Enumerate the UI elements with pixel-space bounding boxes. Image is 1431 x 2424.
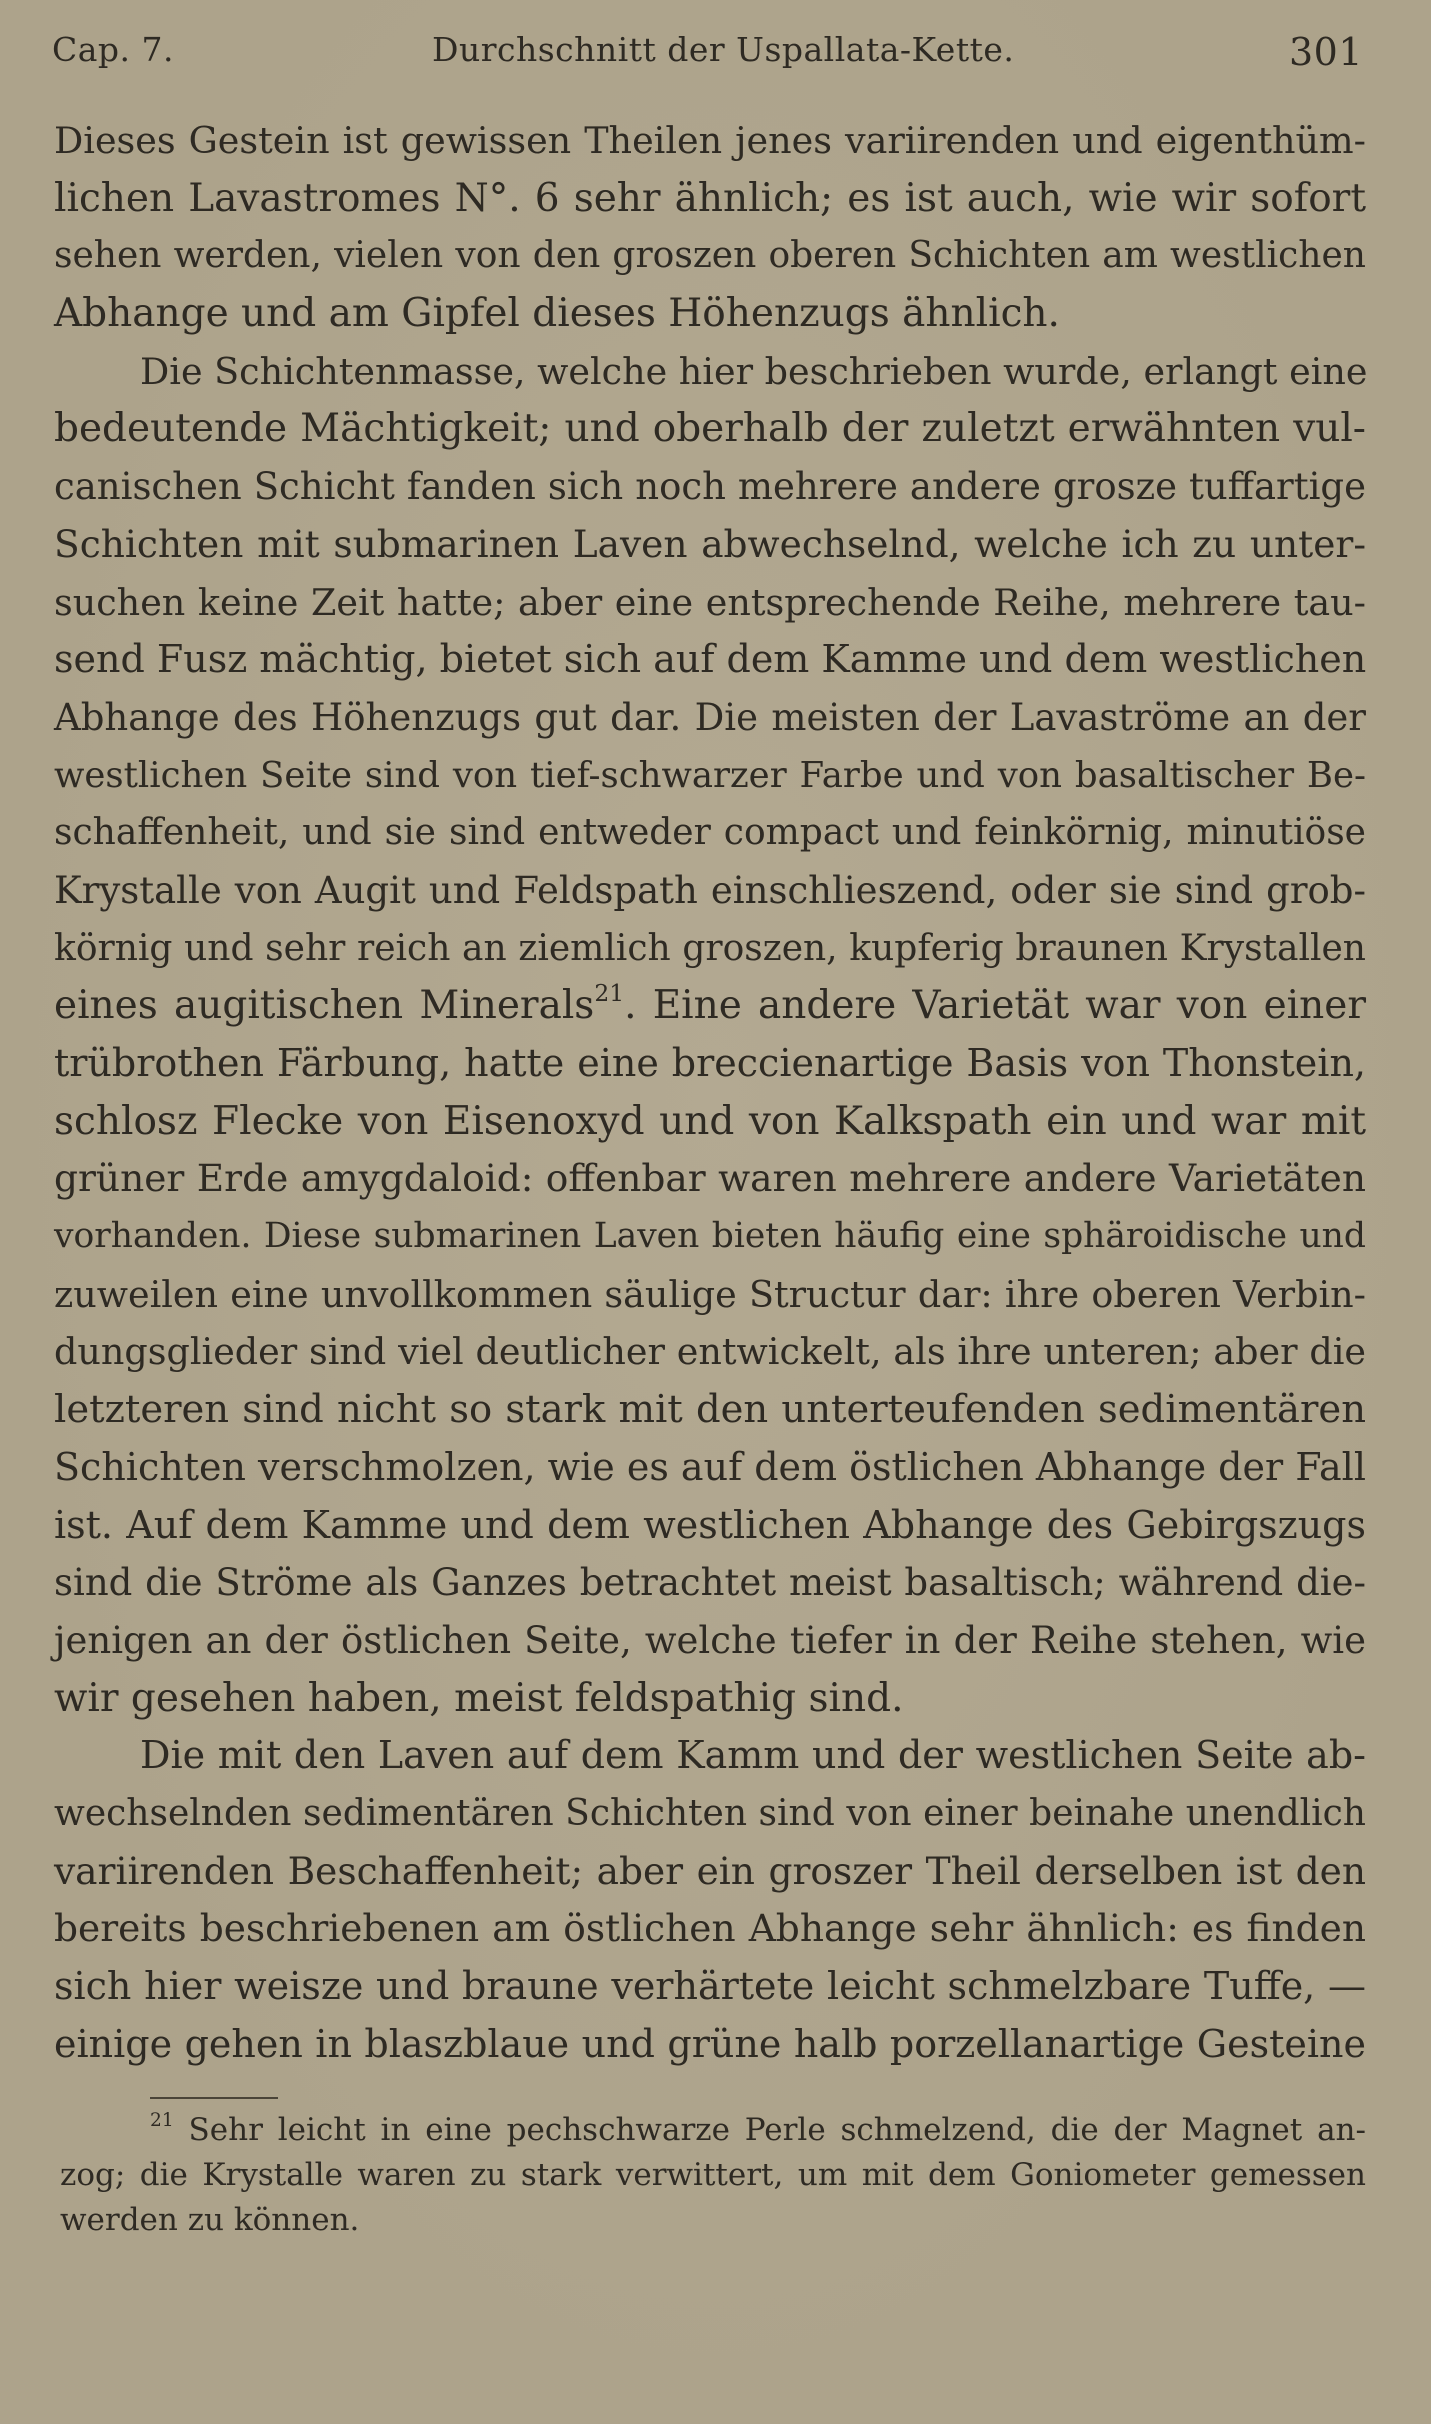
line-text: werden zu können. — [60, 2202, 360, 2238]
line-text: letzteren sind nicht so stark mit den unterteufenden sedimentären — [54, 1387, 1366, 1433]
line-text: zog; die Krystalle waren zu stark verwittert, um mit dem Goniometer gemessen — [60, 2157, 1366, 2193]
text-line — [54, 977, 1366, 1035]
footnote-line — [60, 2153, 1366, 2198]
line-text: bedeutende Mächtigkeit; und oberhalb der zuletzt erwähnten vul- — [54, 406, 1366, 452]
line-text: wechselnden sedimentären Schichten sind von einer beinahe unendlich — [54, 1792, 1366, 1834]
text-line — [54, 920, 1366, 978]
line-text: Abhange und am Gipfel dieses Höhenzugs ähnlich. — [54, 291, 1060, 337]
text-line — [54, 1843, 1366, 1901]
footnote-line — [60, 2108, 1366, 2153]
text-line — [54, 516, 1366, 574]
line-text: lichen Lavastromes N°. 6 sehr ähnlich; es ist auch, wie wir sofort — [54, 175, 1366, 221]
footnote-reference: 21 — [594, 978, 625, 1007]
text-line — [54, 1381, 1366, 1439]
line-text: Abhange des Höhenzugs gut dar. Die meisten der Lavaströme an der — [54, 695, 1366, 739]
footnote-line — [60, 2198, 1366, 2243]
text-line — [54, 343, 1366, 401]
text-line — [54, 1266, 1366, 1324]
text-line — [54, 689, 1366, 747]
line-text: Sehr leicht in eine pechschwarze Perle schmelzend, die der Magnet an- — [173, 2112, 1366, 2148]
text-line — [54, 2016, 1366, 2074]
text-line — [54, 1208, 1366, 1266]
line-text: Die mit den Laven auf dem Kamm und der westlichen Seite ab- — [140, 1733, 1366, 1778]
line-text: Dieses Gestein ist gewissen Theilen jenes variirenden und eigenthüm- — [54, 119, 1366, 162]
line-text: zuweilen eine unvollkommen säulige Structur dar: ihre oberen Verbin- — [54, 1272, 1366, 1316]
footnote-marker: 21 — [150, 2109, 174, 2131]
line-text: bereits beschriebenen am östlichen Abhange sehr ähnlich: es finden — [54, 1906, 1366, 1951]
line-text: send Fusz mächtig, bietet sich auf dem Kamme und dem westlichen — [54, 637, 1367, 682]
footnote-divider — [150, 2097, 278, 2099]
line-text: Schichten verschmolzen, wie es auf dem östlichen Abhange der Fall — [54, 1444, 1366, 1489]
text-line — [54, 1958, 1366, 2016]
line-text: canischen Schicht fanden sich noch mehrere andere grosze tuffartige — [54, 465, 1366, 509]
running-title: Durchschnitt der Uspallata-Kette. — [432, 30, 1015, 69]
line-text: variirenden Beschaffenheit; aber ein groszer Theil derselben ist den — [54, 1848, 1366, 1893]
text-line — [54, 1150, 1366, 1208]
text-line — [54, 1900, 1366, 1958]
text-line — [54, 170, 1366, 228]
line-text: eines augitischen Minerals — [54, 983, 595, 1029]
line-text: Krystalle von Augit und Feldspath einschlieszend, oder sie sind grob- — [54, 868, 1366, 912]
text-line — [54, 1323, 1366, 1381]
text-line — [54, 747, 1366, 805]
line-text: trübrothen Färbung, hatte eine breccienartige Basis von Thonstein, — [54, 1041, 1366, 1085]
text-line — [54, 1785, 1366, 1843]
text-line — [54, 458, 1366, 516]
text-line — [54, 1035, 1366, 1093]
text-line — [54, 631, 1366, 689]
chapter-label: Cap. 7. — [52, 30, 175, 69]
running-head — [52, 26, 1363, 74]
text-line — [54, 862, 1366, 920]
line-text-continued: . Eine andere Varietät war von einer — [624, 983, 1366, 1029]
line-text: ist. Auf dem Kamme und dem westlichen Abhange des Gebirgszugs — [54, 1502, 1366, 1547]
text-line — [54, 112, 1366, 170]
text-line — [54, 1670, 1366, 1728]
page-number: 301 — [1288, 30, 1363, 74]
text-line — [54, 1727, 1366, 1785]
line-text: körnig und sehr reich an ziemlich groszen, kupferig braunen Krystallen — [54, 927, 1366, 969]
line-text: schaffenheit, und sie sind entweder compact und feinkörnig, minutiöse — [54, 812, 1366, 854]
line-text: dungsglieder sind viel deutlicher entwickelt, als ihre unteren; aber die — [54, 1330, 1366, 1374]
text-line — [54, 1093, 1366, 1151]
line-text: sehen werden, vielen von den groszen oberen Schichten am westlichen — [54, 235, 1366, 277]
line-text: Schichten mit submarinen Laven abwechselnd, welche ich zu unter- — [54, 521, 1366, 566]
line-text: Die Schichtenmasse, welche hier beschrieben wurde, erlangt eine — [140, 349, 1368, 393]
footnotes — [60, 2108, 1366, 2243]
text-line — [54, 285, 1366, 343]
line-text: einige gehen in blaszblaue und grüne halb porzellanartige Gesteine — [54, 2021, 1366, 2066]
line-text: grüner Erde amygdaloid: offenbar waren mehrere andere Varietäten — [54, 1156, 1366, 1201]
text-line — [54, 400, 1366, 458]
text-line — [54, 804, 1366, 862]
line-text: suchen keine Zeit hatte; aber eine entsprechende Reihe, mehrere tau- — [54, 580, 1366, 624]
text-line — [54, 574, 1366, 632]
text-line — [54, 1554, 1366, 1612]
text-line — [54, 1612, 1366, 1670]
text-line — [54, 1497, 1366, 1555]
body-text — [54, 112, 1366, 2073]
line-text: wir gesehen haben, meist feldspathig sind. — [54, 1675, 904, 1721]
line-text: jenigen an der östlichen Seite, welche tiefer in der Reihe stehen, wie — [54, 1618, 1366, 1662]
line-text: vorhanden. Diese submarinen Laven bieten häufig eine sphäroidische und — [54, 1216, 1366, 1257]
line-text: westlichen Seite sind von tief-schwarzer Farbe und von basaltischer Be- — [54, 754, 1366, 796]
line-text: sind die Ströme als Ganzes betrachtet meist basaltisch; während die- — [54, 1561, 1366, 1605]
line-text: schlosz Flecke von Eisenoxyd und von Kalkspath ein und war mit — [54, 1098, 1366, 1144]
text-line — [54, 227, 1366, 285]
text-line — [54, 1439, 1366, 1497]
line-text: sich hier weisze und braune verhärtete leicht schmelzbare Tuffe, — — [54, 1964, 1366, 2008]
